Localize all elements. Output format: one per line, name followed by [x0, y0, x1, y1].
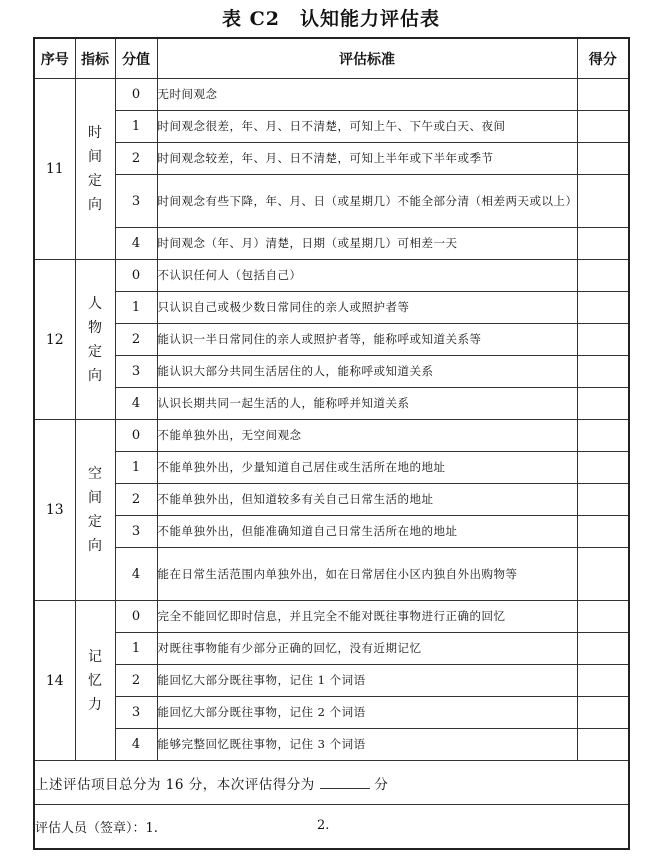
row-criteria: 认识长期共同一起生活的人，能称呼并知道关系 [157, 388, 577, 420]
row-score: 3 [115, 175, 157, 228]
indicator-text: 记忆力 [88, 648, 102, 713]
row-criteria: 完全不能回忆即时信息，并且完全不能对既往事物进行正确的回忆 [157, 601, 577, 633]
score-input-cell[interactable] [577, 79, 629, 111]
row-criteria: 无时间观念 [157, 79, 577, 111]
table-row [34, 260, 629, 292]
table-row [34, 356, 629, 388]
row-criteria: 时间观念很差，年、月、日不清楚，可知上午、下午或白天、夜间 [157, 111, 577, 143]
row-score: 2 [115, 665, 157, 697]
score-input-cell[interactable] [577, 665, 629, 697]
signer-second-label: 2. [317, 818, 330, 833]
row-score: 4 [115, 548, 157, 601]
indicator-text: 空间定向 [88, 466, 102, 554]
table-row [34, 175, 629, 228]
row-criteria: 能够完整回忆既往事物，记住 3 个词语 [157, 729, 577, 761]
signer-cell [34, 805, 629, 850]
table-row [34, 548, 629, 601]
score-input-cell[interactable] [577, 228, 629, 260]
score-input-cell[interactable] [577, 292, 629, 324]
score-input-cell[interactable] [577, 601, 629, 633]
table-row [34, 633, 629, 665]
row-score: 1 [115, 292, 157, 324]
table-row [34, 729, 629, 761]
row-score: 4 [115, 228, 157, 260]
row-score: 0 [115, 260, 157, 292]
table-row [34, 228, 629, 260]
group-indicator [75, 79, 115, 260]
row-score: 0 [115, 79, 157, 111]
score-input-cell[interactable] [577, 729, 629, 761]
score-input-cell[interactable] [577, 111, 629, 143]
row-criteria: 只认识自己或极少数日常同住的亲人或照护者等 [157, 292, 577, 324]
score-input-cell[interactable] [577, 324, 629, 356]
row-criteria: 不能单独外出，无空间观念 [157, 420, 577, 452]
summary-row [34, 761, 629, 805]
summary-cell [34, 761, 629, 805]
table-row [34, 79, 629, 111]
score-input-cell[interactable] [577, 516, 629, 548]
row-criteria: 能认识一半日常同住的亲人或照护者等，能称呼或知道关系等 [157, 324, 577, 356]
score-input-cell[interactable] [577, 260, 629, 292]
header-indicator: 指标 [75, 38, 115, 79]
signer-row [34, 805, 629, 850]
row-criteria: 对既往事物能有少部分正确的回忆，没有近期记忆 [157, 633, 577, 665]
score-input-cell[interactable] [577, 484, 629, 516]
row-score: 3 [115, 356, 157, 388]
score-input-cell[interactable] [577, 175, 629, 228]
header-criteria: 评估标准 [157, 38, 577, 79]
row-criteria: 不能单独外出，但知道较多有关自己日常生活的地址 [157, 484, 577, 516]
group-seq: 12 [34, 260, 75, 420]
table-row [34, 143, 629, 175]
row-score: 3 [115, 697, 157, 729]
score-input-cell[interactable] [577, 452, 629, 484]
row-score: 4 [115, 388, 157, 420]
score-input-cell[interactable] [577, 633, 629, 665]
table-row [34, 484, 629, 516]
summary-unit: 分 [374, 776, 389, 793]
row-criteria: 不能单独外出，少量知道自己居住或生活所在地的地址 [157, 452, 577, 484]
score-input-cell[interactable] [577, 356, 629, 388]
group-seq: 14 [34, 601, 75, 761]
group-indicator [75, 260, 115, 420]
row-criteria: 能回忆大部分既往事物，记住 2 个词语 [157, 697, 577, 729]
score-input-cell[interactable] [577, 388, 629, 420]
row-score: 4 [115, 729, 157, 761]
row-criteria: 能在日常生活范围内单独外出，如在日常居住小区内独自外出购物等 [157, 548, 577, 601]
row-score: 2 [115, 484, 157, 516]
row-score: 2 [115, 324, 157, 356]
score-input-cell[interactable] [577, 697, 629, 729]
table-row [34, 665, 629, 697]
assessment-table [33, 37, 630, 850]
table-row [34, 292, 629, 324]
row-score: 1 [115, 633, 157, 665]
table-row [34, 324, 629, 356]
table-row [34, 516, 629, 548]
group-seq: 13 [34, 420, 75, 601]
table-row [34, 452, 629, 484]
row-criteria: 时间观念较差，年、月、日不清楚，可知上半年或下半年或季节 [157, 143, 577, 175]
table-row [34, 601, 629, 633]
table-title: 表 C2 认知能力评估表 [222, 8, 440, 30]
row-criteria: 能认识大部分共同生活居住的人，能称呼或知道关系 [157, 356, 577, 388]
score-input-cell[interactable] [577, 143, 629, 175]
row-criteria: 能回忆大部分既往事物，记住 1 个词语 [157, 665, 577, 697]
score-input-cell[interactable] [577, 548, 629, 601]
table-row [34, 111, 629, 143]
header-row [34, 38, 629, 79]
header-seq: 序号 [34, 38, 75, 79]
row-criteria: 时间观念（年、月）清楚，日期（或星期几）可相差一天 [157, 228, 577, 260]
table-row [34, 420, 629, 452]
row-score: 1 [115, 111, 157, 143]
table-row [34, 697, 629, 729]
summary-text: 上述评估项目总分为 16 分，本次评估得分为 [35, 776, 315, 793]
row-score: 3 [115, 516, 157, 548]
group-seq: 11 [34, 79, 75, 260]
row-criteria: 不能单独外出，但能准确知道自己日常生活所在地的地址 [157, 516, 577, 548]
table-row [34, 388, 629, 420]
indicator-text: 时间定向 [88, 125, 102, 213]
row-score: 1 [115, 452, 157, 484]
total-score-blank[interactable] [320, 774, 370, 789]
group-indicator [75, 601, 115, 761]
score-input-cell[interactable] [577, 420, 629, 452]
row-score: 0 [115, 420, 157, 452]
header-result: 得分 [577, 38, 629, 79]
row-score: 2 [115, 143, 157, 175]
row-criteria: 不认识任何人（包括自己） [157, 260, 577, 292]
group-indicator [75, 420, 115, 601]
row-criteria: 时间观念有些下降，年、月、日（或星期几）不能全部分清（相差两天或以上） [157, 175, 577, 228]
header-score: 分值 [115, 38, 157, 79]
row-score: 0 [115, 601, 157, 633]
indicator-text: 人物定向 [88, 295, 102, 384]
signer-label: 评估人员（签章）：1. [35, 821, 158, 836]
